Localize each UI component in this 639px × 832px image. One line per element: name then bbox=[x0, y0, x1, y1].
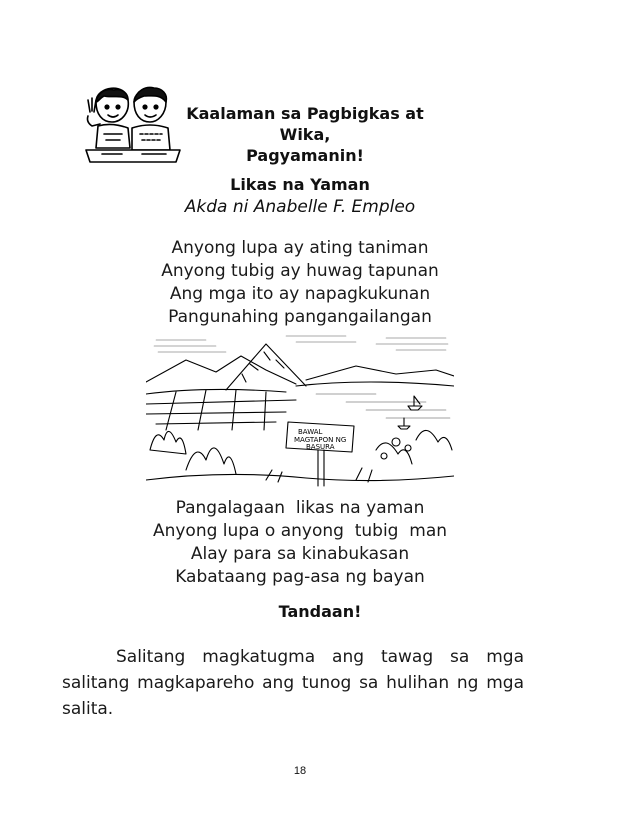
sign-text-3: BASURA bbox=[306, 443, 335, 451]
stanza-2-line-2: Anyong lupa o anyong tubig man bbox=[152, 521, 448, 541]
stanza-2-line-1: Pangalagaan likas na yaman bbox=[175, 498, 425, 518]
heading-line-2: Wika, bbox=[279, 125, 331, 144]
poem-stanza-2 bbox=[120, 497, 480, 589]
heading-line-1: Kaalaman sa Pagbigkas at bbox=[186, 104, 424, 123]
children-clipart-svg bbox=[82, 78, 184, 164]
sign-text-1: BAWAL bbox=[298, 428, 323, 436]
poem-title: Likas na Yaman bbox=[230, 175, 370, 194]
stanza-1-line-3: Ang mga ito ay napagkukunan bbox=[169, 284, 431, 304]
reminder-line-3: salita. bbox=[62, 699, 114, 719]
reminder-line-1: Salitang magkatugma ang tawag sa mga bbox=[116, 647, 524, 667]
heading-line-3: Pagyamanin! bbox=[246, 146, 364, 165]
sign-text-2: MAGTAPON NG bbox=[294, 436, 347, 444]
stanza-1-line-4: Pangunahing pangangailangan bbox=[168, 307, 432, 327]
stanza-2-line-4: Kabataang pag-asa ng bayan bbox=[175, 567, 425, 587]
page-number: 18 bbox=[293, 765, 307, 777]
stanza-2-line-3: Alay para sa kinabukasan bbox=[190, 544, 410, 564]
landscape-illustration bbox=[146, 330, 454, 490]
reminder-title: Tandaan! bbox=[278, 602, 362, 621]
section-heading bbox=[170, 103, 440, 166]
poem-stanza-1 bbox=[120, 237, 480, 329]
stanza-1-line-2: Anyong tubig ay huwag tapunan bbox=[161, 261, 439, 281]
stanza-1-line-1: Anyong lupa ay ating taniman bbox=[171, 238, 429, 258]
reminder-paragraph bbox=[62, 644, 524, 722]
poem-author: Akda ni Anabelle F. Empleo bbox=[184, 197, 416, 217]
landscape-svg bbox=[146, 330, 454, 490]
reminder-line-2: salitang magkapareho ang tunog sa hulihan ng mga bbox=[62, 673, 524, 693]
children-clipart bbox=[82, 78, 184, 164]
